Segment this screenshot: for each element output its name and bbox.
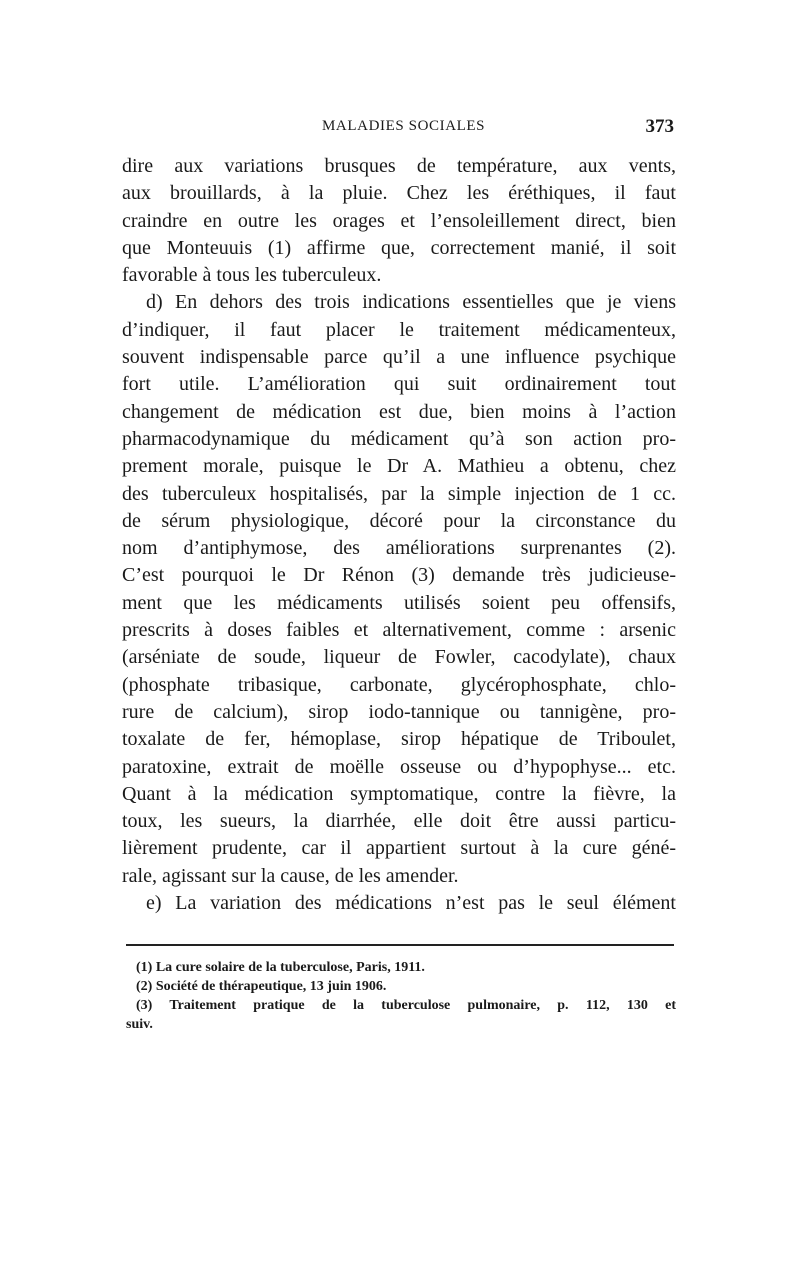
paragraph-e-start: e) La variation des médications n’est pas le seul élément [146,892,676,915]
running-head [122,118,674,142]
text-line: prescrits à doses faibles et alternativement, comme : arsenic [122,619,676,642]
text-line: prement morale, puisque le Dr A. Mathieu a obtenu, chez [122,455,676,478]
text-line: dire aux variations brusques de température, aux vents, [122,155,676,177]
text-line: C’est pourquoi le Dr Rénon (3) demande très judicieuse- [122,564,676,587]
text-line: nom d’antiphymose, des améliorations surprenantes (2). [122,537,676,560]
text-line: de sérum physiologique, décoré pour la circonstance du [122,509,676,532]
text-line: craindre en outre les orages et l’ensoleillement direct, bien [122,209,676,232]
text-line: ment que les médicaments utilisés soient peu offensifs, [122,591,676,614]
text-line: que Monteuuis (1) affirme que, correctement manié, il soit [122,236,676,259]
body-text [122,153,676,917]
text-line: des tuberculeux hospitalisés, par la simple injection de 1 cc. [122,482,676,505]
page-number: 373 [645,116,674,137]
text-line: souvent indispensable parce qu’il a une influence psychique [122,346,676,369]
text-line: (arséniate de soude, liqueur de Fowler, cacodylate), chaux [122,646,676,669]
paragraph-d-start: d) En dehors des trois indications essentielles que je viens [146,291,676,314]
text-line: aux brouillards, à la pluie. Chez les éréthiques, il faut [122,182,676,205]
footnote-3: (3) Traitement pratique de la tuberculose pulmonaire, p. 112, 130 et [136,998,676,1013]
footnote-3-continuation: suiv. [126,1017,153,1032]
text-line: d’indiquer, il faut placer le traitement médicamenteux, [122,318,676,341]
text-line: (phosphate tribasique, carbonate, glycérophosphate, chlo- [122,673,676,696]
text-line: lièrement prudente, car il appartient surtout à la cure géné- [122,837,676,860]
text-line: favorable à tous les tuberculeux. [122,264,382,287]
text-line: fort utile. L’amélioration qui suit ordinairement tout [122,373,676,396]
text-line: paratoxine, extrait de moëlle osseuse ou d’hypophyse... etc. [122,755,676,778]
running-title: MALADIES SOCIALES [322,118,486,134]
footnote-rule [126,944,674,946]
text-line: rure de calcium), sirop iodo-tannique ou tannigène, pro- [122,700,676,723]
footnote-1: (1) La cure solaire de la tuberculose, Paris, 1911. [136,960,425,975]
text-line: Quant à la médication symptomatique, contre la fièvre, la [122,782,676,805]
text-line: changement de médication est due, bien moins à l’action [122,400,676,423]
text-line: toxalate de fer, hémoplase, sirop hépatique de Triboulet, [122,728,676,751]
text-line: pharmacodynamique du médicament qu’à son action pro- [122,427,676,450]
text-line: rale, agissant sur la cause, de les amender. [122,864,459,887]
footnote-2: (2) Société de thérapeutique, 13 juin 1906. [136,979,387,994]
text-line: toux, les sueurs, la diarrhée, elle doit être aussi particu- [122,810,676,833]
footnotes [126,958,676,1034]
